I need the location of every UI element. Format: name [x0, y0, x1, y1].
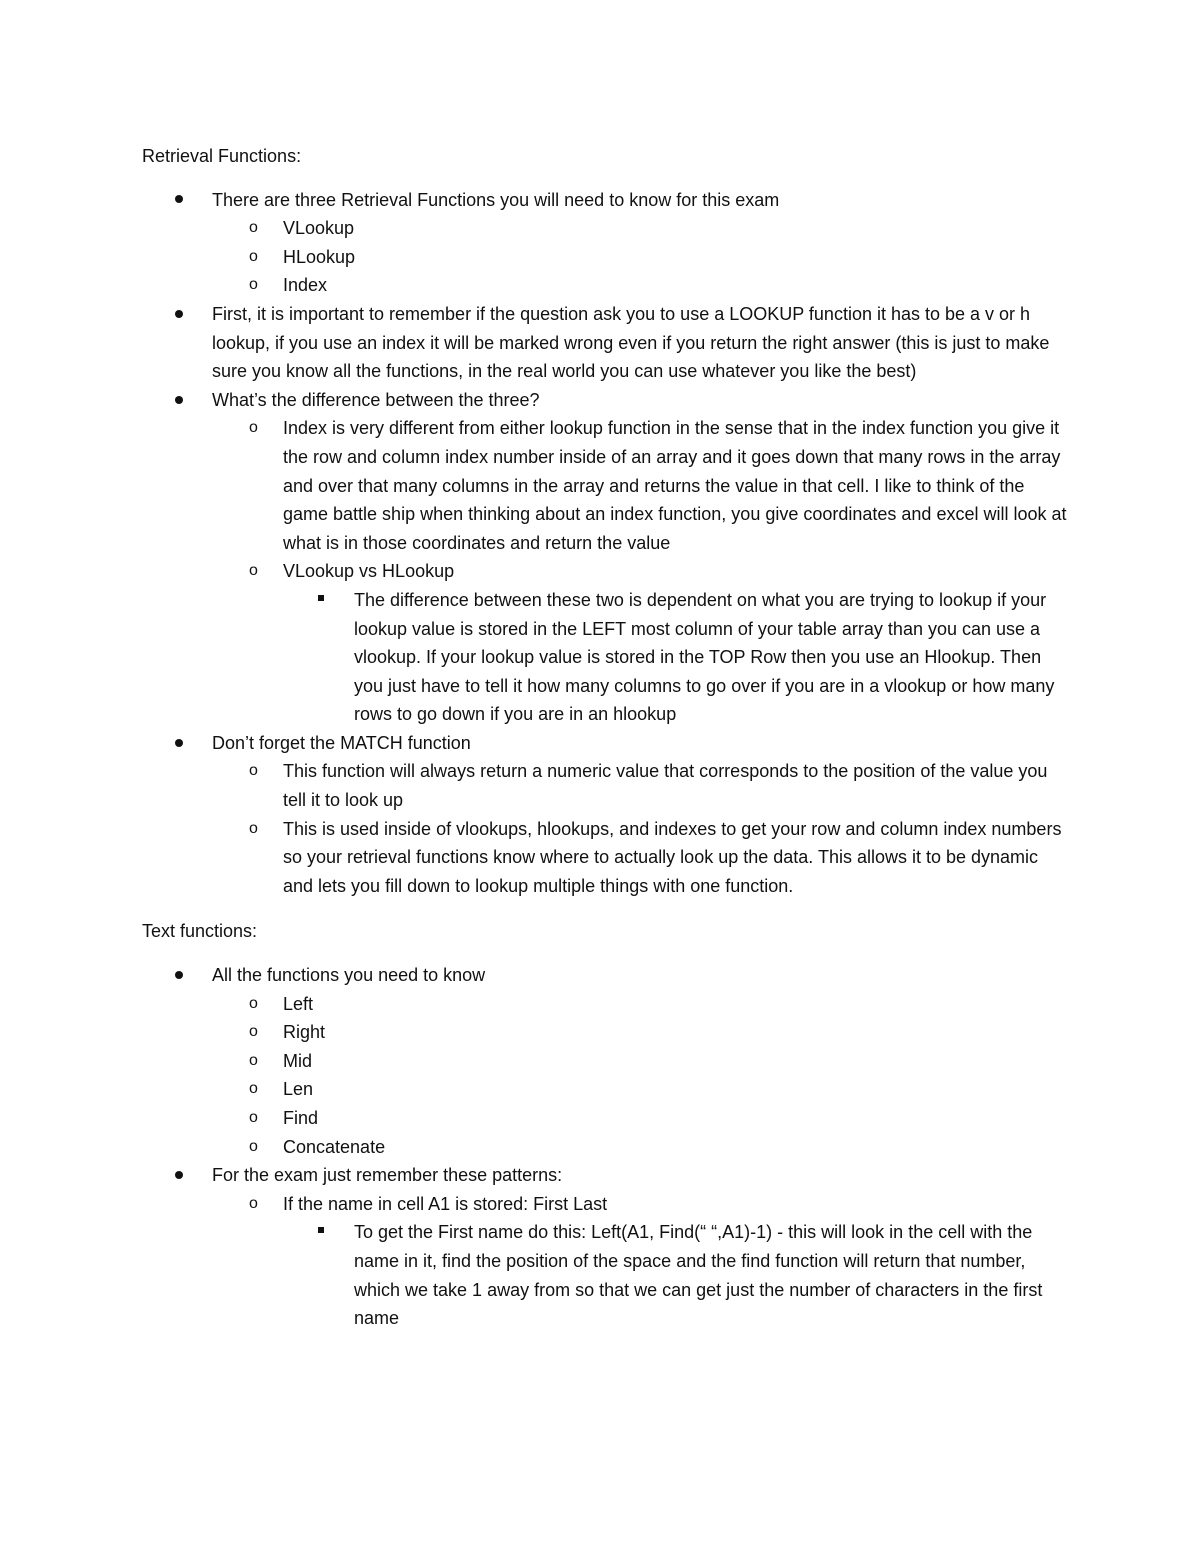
sub-bullet-marker: o [249, 247, 258, 265]
sub-bullet-marker: o [249, 1137, 258, 1155]
list-item [142, 214, 1067, 243]
list-item [142, 271, 1067, 300]
list-item-text: Concatenate [283, 1136, 386, 1157]
list-item [142, 1133, 1067, 1162]
list-item [142, 1047, 1067, 1076]
list-item [142, 1161, 1067, 1190]
section-heading: Text functions: [142, 921, 258, 942]
list-item [142, 386, 1067, 415]
list-item [142, 300, 1067, 386]
list-item [142, 1104, 1067, 1133]
sub-bullet-marker: o [249, 994, 258, 1012]
sub-bullet-marker: o [249, 276, 258, 294]
list-item [142, 757, 1067, 814]
list-item-text: First, it is important to remember if the question ask you to use a LOOKUP function it has to be a v or h lookup, if you use an index it will be marked wrong even if you return the right answer (this is just to make sure you know all the functions, in the real world you can use whatever you like the best) [212, 303, 1050, 382]
bullet-marker [175, 386, 183, 415]
list-item-text: What’s the difference between the three? [212, 389, 540, 410]
bullet-marker [175, 186, 183, 215]
list-item-text: To get the First name do this: Left(A1, Find(“ “,A1)-1) - this will look in the cell with the name in it, find the position of the space and the find function will return that number, which we take 1 away from so that we can get just the number of characters in the first name [354, 1222, 1043, 1329]
list-item [142, 1190, 1067, 1219]
list-item-text: Index [283, 275, 328, 296]
section-text-functions [142, 917, 1067, 1332]
sub-bullet-marker: o [249, 1023, 258, 1041]
list-item-text: Len [283, 1079, 314, 1100]
sub-bullet-marker: o [249, 1109, 258, 1126]
list-item [142, 186, 1067, 215]
list-item [142, 1218, 1067, 1332]
square-bullet-marker [318, 1218, 324, 1247]
bullet-marker [175, 961, 183, 990]
list-item-text: Mid [283, 1050, 313, 1071]
sub-bullet-marker: o [249, 1080, 258, 1098]
sub-bullet-marker: o [249, 419, 258, 437]
text-functions-list [142, 961, 1067, 1333]
section-heading: Retrieval Functions: [142, 146, 302, 166]
list-item [142, 557, 1067, 586]
list-item-text: This is used inside of vlookups, hlookups, and indexes to get your row and column index numbers so your retrieval functions know where to actually look up the data. This allows it to be dynamic and lets you fill down to lookup multiple things with one function. [283, 818, 1062, 896]
list-item [142, 961, 1067, 990]
sub-bullet-marker: o [249, 762, 258, 780]
sub-bullet-marker: o [249, 219, 258, 237]
list-item [142, 729, 1067, 758]
list-item [142, 243, 1067, 272]
list-item-text: All the functions you need to know [212, 965, 486, 986]
list-item [142, 586, 1067, 729]
bullet-marker [175, 1161, 183, 1190]
list-item-text: The difference between these two is dependent on what you are trying to lookup if your lookup value is stored in the LEFT most column of your table array than you can use a vlookup. If your lookup value is stored in the TOP Row then you use an Hlookup. Then you just have to tell it how many columns to go over if you are in a vlookup or how many rows to go down if you are in an hlookup [354, 589, 1055, 725]
square-bullet-marker [318, 586, 324, 615]
sub-bullet-marker: o [249, 819, 258, 837]
list-item-text: This function will always return a numeric value that corresponds to the position of the value you tell it to look up [283, 761, 1048, 811]
sub-bullet-marker: o [249, 1051, 258, 1069]
list-item-text: VLookup vs HLookup [283, 561, 455, 582]
list-item-text: Don’t forget the MATCH function [212, 732, 471, 753]
list-item-text: If the name in cell A1 is stored: First Last [283, 1193, 608, 1214]
list-item-text: There are three Retrieval Functions you will need to know for this exam [212, 189, 780, 210]
list-item-text: Right [283, 1022, 326, 1043]
document-content [142, 142, 1067, 1333]
list-item [142, 414, 1067, 557]
bullet-marker [175, 729, 183, 758]
list-item [142, 990, 1067, 1019]
list-item-text: VLookup [283, 218, 355, 239]
list-item-text: HLookup [283, 246, 356, 267]
list-item-text: Left [283, 993, 314, 1014]
list-item [142, 1018, 1067, 1047]
list-item [142, 815, 1067, 901]
list-item-text: Index is very different from either lookup function in the sense that in the index function you give it the row and column index number inside of an array and it goes down that many rows in the array and over that many columns in the array and returns the value in that cell. I like to think of the game battle ship when thinking about an index function, you give coordinates and excel will look at what is in those coordinates and return the value [283, 418, 1067, 553]
list-item-text: For the exam just remember these patterns: [212, 1165, 563, 1186]
retrieval-functions-list [142, 186, 1067, 901]
list-item [142, 1075, 1067, 1104]
list-item-text: Find [283, 1108, 319, 1128]
sub-bullet-marker: o [249, 562, 258, 580]
sub-bullet-marker: o [249, 1194, 258, 1212]
bullet-marker [175, 300, 183, 329]
section-retrieval-functions [142, 142, 1067, 900]
